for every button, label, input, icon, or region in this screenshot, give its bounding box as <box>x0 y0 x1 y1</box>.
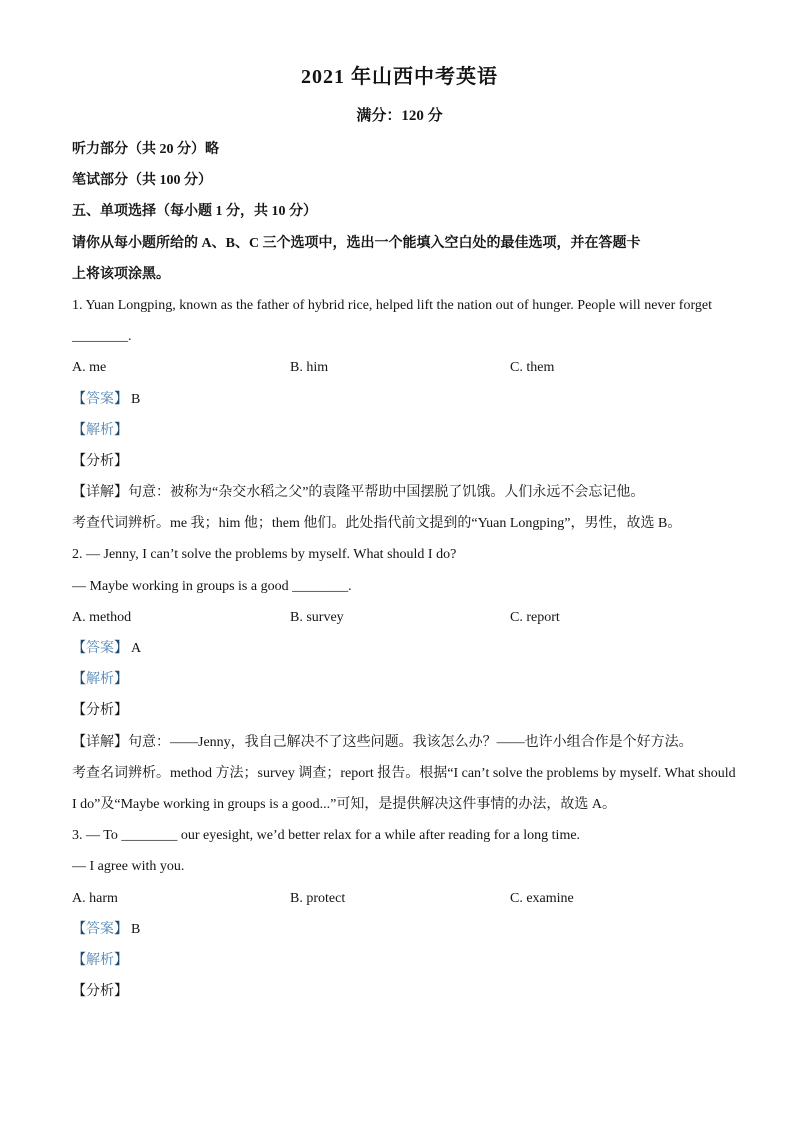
jiexi-bracket-close: 】 <box>114 422 128 438</box>
question-2-answer-value: A <box>131 641 142 656</box>
jiexi-label-word: 解析 <box>86 422 114 438</box>
jiexi-bracket-close: 】 <box>114 672 128 688</box>
question-1-fenxi-line: 【分析】 <box>72 453 128 469</box>
document-body <box>72 134 736 1007</box>
question-1-detail-line-2: 考查代词辨析。me 我；him 他；them 他们。此处指代前文提到的“Yuan Longping”，男性，故选 B。 <box>72 516 682 532</box>
jiexi-bracket-open: 【 <box>72 952 86 968</box>
question-2-option-b: B. survey <box>290 609 344 625</box>
question-3-option-c: C. examine <box>510 890 574 906</box>
instructions-line-1: 请你从每小题所给的 A、B、C 三个选项中，选出一个能填入空白处的最佳选项，并在答题卡 <box>72 235 641 251</box>
page-title: 2021 年山西中考英语 <box>301 66 498 88</box>
question-1-option-c: C. them <box>510 360 555 376</box>
question-1-detail-line-1 <box>72 477 727 508</box>
answer-label-word: 答案 <box>86 641 114 656</box>
question-2-options-row <box>72 602 727 633</box>
question-3-option-a: A. harm <box>72 890 118 906</box>
question-2-option-c: C. report <box>510 609 560 625</box>
question-3-option-b: B. protect <box>290 890 346 906</box>
question-1-answer-line <box>72 384 727 415</box>
question-1-options-row <box>72 352 727 383</box>
question-2-detail-line-2: 考查名词辨析。method 方法；survey 调查；report 报告。根据“I can’t solve the problems by myself. What should <box>72 765 736 781</box>
answer-bracket-open: 【 <box>72 641 86 656</box>
question-1-stem-line-1: 1. Yuan Longping, known as the father of hybrid rice, helped lift the nation out of hunger. People will never forget <box>72 297 712 313</box>
question-1-answer-value: B <box>131 391 141 407</box>
jiexi-bracket-open: 【 <box>72 422 86 438</box>
jiexi-label-word: 解析 <box>86 952 114 968</box>
question-3-fenxi-line: 【分析】 <box>72 984 128 1000</box>
jiexi-label-word: 解析 <box>86 672 114 688</box>
question-3-answer-value: B <box>131 921 141 937</box>
answer-bracket-open: 【 <box>72 921 86 937</box>
question-2-stem-line-2: — Maybe working in groups is a good ________. <box>72 578 352 594</box>
question-2-jiexi-line <box>72 664 727 695</box>
answer-label-word: 答案 <box>86 391 114 407</box>
question-1-option-b: B. him <box>290 360 329 376</box>
jiexi-bracket-close: 】 <box>114 952 128 968</box>
question-1-detail-text-1: 句意：被称为“杂交水稻之父”的袁隆平帮助中国摆脱了饥饿。人们永远不会忘记他。 <box>128 485 645 501</box>
question-3-jiexi-line <box>72 945 727 976</box>
listening-section-heading: 听力部分（共 20 分）略 <box>72 142 219 157</box>
question-2-detail-line-3: I do”及“Maybe working in groups is a good...”可知，是提供解决这件事情的办法，故选 A。 <box>72 796 617 812</box>
instructions-line-2: 上将该项涂黑。 <box>72 266 170 282</box>
question-3-stem-line-2: — I agree with you. <box>72 859 185 875</box>
answer-label-word: 答案 <box>86 921 114 937</box>
answer-bracket-open: 【 <box>72 391 86 407</box>
section-five-heading: 五、单项选择（每小题 1 分，共 10 分） <box>72 204 317 220</box>
question-1-option-a: A. me <box>72 360 107 376</box>
question-2-fenxi-line: 【分析】 <box>72 703 128 719</box>
detail-label: 【详解】 <box>72 485 128 501</box>
question-2-stem-line-1: 2. — Jenny, I can’t solve the problems by myself. What should I do? <box>72 547 457 563</box>
question-2-detail-line-1 <box>72 727 727 758</box>
question-3-options-row <box>72 883 727 914</box>
question-1-stem-line-2: ________. <box>72 329 132 345</box>
total-score-subtitle: 满分：120 分 <box>356 108 443 124</box>
answer-bracket-close: 】 <box>114 391 128 407</box>
jiexi-bracket-open: 【 <box>72 672 86 688</box>
question-2-detail-text-1: 句意：——Jenny，我自己解决不了这些问题。我该怎么办？——也许小组合作是个好方法。 <box>128 734 693 750</box>
answer-bracket-close: 】 <box>114 641 128 656</box>
question-3-stem-line-1: 3. — To ________ our eyesight, we’d better relax for a while after reading for a long time. <box>72 828 581 844</box>
detail-label: 【详解】 <box>72 734 128 750</box>
question-2-answer-line <box>72 633 727 664</box>
answer-bracket-close: 】 <box>114 921 128 937</box>
question-1-jiexi-line <box>72 415 727 446</box>
question-3-answer-line <box>72 914 727 945</box>
written-section-heading: 笔试部分（共 100 分） <box>72 173 212 189</box>
question-2-option-a: A. method <box>72 609 132 625</box>
